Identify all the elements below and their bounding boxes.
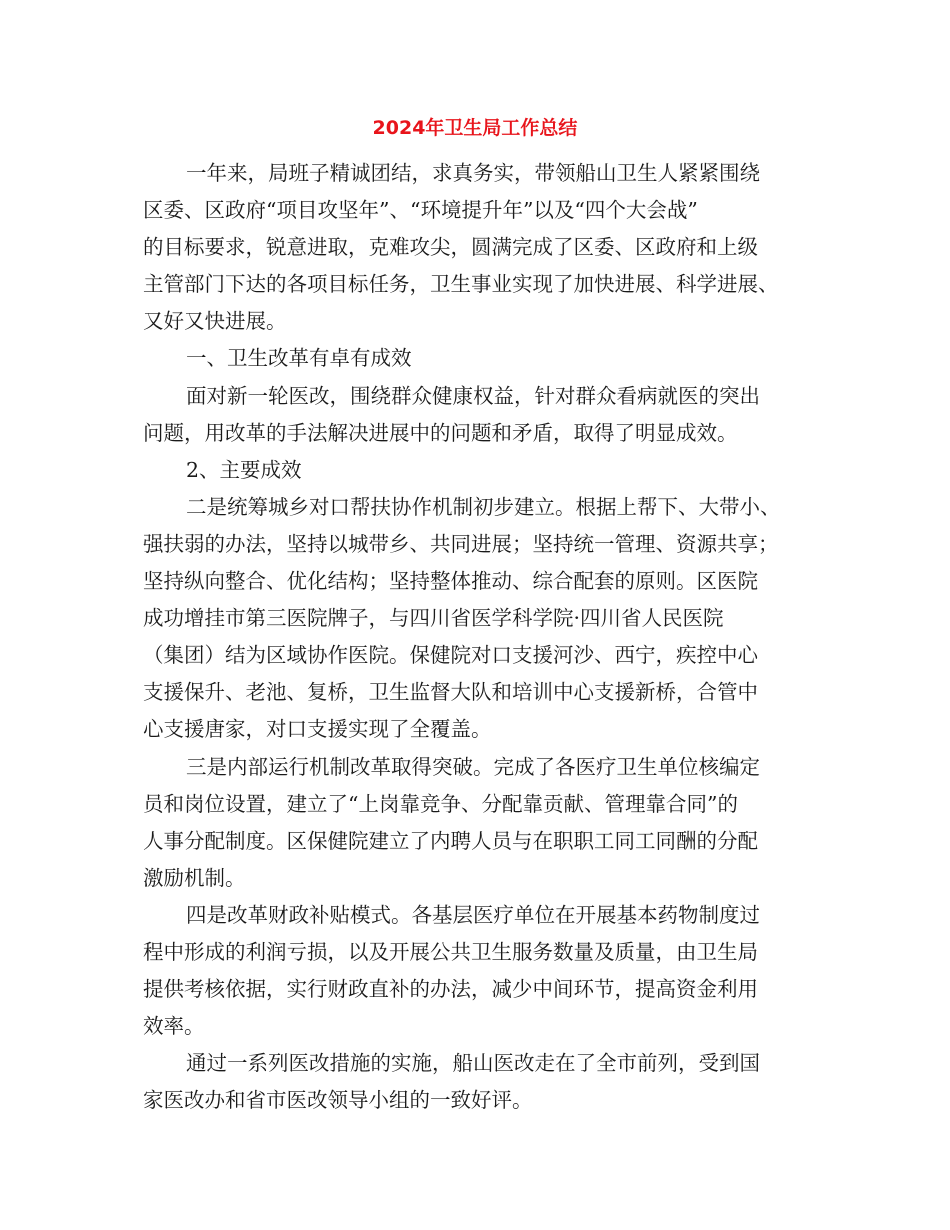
paragraph-line: 面对新一轮医改，围绕群众健康权益，针对群众看病就医的突出 xyxy=(186,384,760,408)
paragraph-line: 家医改办和省市医改领导小组的一致好评。 xyxy=(143,1088,533,1112)
paragraph-line: 心支援唐家，对口支援实现了全覆盖。 xyxy=(143,717,492,741)
paragraph-line: 一年来，局班子精诚团结，求真务实，带领船山卫生人紧紧围绕 xyxy=(186,161,760,185)
paragraph-line: 激励机制。 xyxy=(143,866,246,890)
paragraph-line: 强扶弱的办法，坚持以城带乡、共同进展；坚持统一管理、资源共享； xyxy=(143,532,779,556)
paragraph-line: 员和岗位设置，建立了“上岗靠竞争、分配靠贡献、管理靠合同”的 xyxy=(143,792,738,816)
paragraph-line: 提供考核依据，实行财政直补的办法，减少中间环节，提高资金利用 xyxy=(143,977,758,1001)
paragraph-line: 支援保升、老池、复桥，卫生监督大队和培训中心支援新桥，合管中 xyxy=(143,680,758,704)
paragraph-line: 效率。 xyxy=(143,1014,205,1038)
paragraph-line: 主管部门下达的各项目标任务，卫生事业实现了加快进展、科学进展、 xyxy=(143,272,779,296)
paragraph-line: 坚持纵向整合、优化结构；坚持整体推动、综合配套的原则。区医院 xyxy=(143,569,758,593)
paragraph-line: 又好又快进展。 xyxy=(143,309,287,333)
subsection-heading: 2、主要成效 xyxy=(186,458,302,482)
paragraph-line: 人事分配制度。区保健院建立了内聘人员与在职职工同工同酬的分配 xyxy=(143,829,758,853)
paragraph-line: 通过一系列医改措施的实施，船山医改走在了全市前列，受到国 xyxy=(186,1051,760,1075)
paragraph-line: 区委、区政府“项目攻坚年”、“环境提升年”以及“四个大会战” xyxy=(143,198,698,222)
paragraph-line: 成功增挂市第三医院牌子，与四川省医学科学院·四川省人民医院 xyxy=(143,606,724,630)
paragraph-line: 问题，用改革的手法解决进展中的问题和矛盾，取得了明显成效。 xyxy=(143,421,738,445)
paragraph-line: （集团）结为区域协作医院。保健院对口支援河沙、西宁，疾控中心 xyxy=(143,643,758,667)
paragraph-line: 的目标要求，锐意进取，克难攻尖，圆满完成了区委、区政府和上级 xyxy=(143,235,758,259)
paragraph-line: 三是内部运行机制改革取得突破。完成了各医疗卫生单位核编定 xyxy=(186,755,760,779)
section-heading: 一、卫生改革有卓有成效 xyxy=(186,346,412,370)
document-title: 2024年卫生局工作总结 xyxy=(372,117,578,139)
paragraph-line: 二是统筹城乡对口帮扶协作机制初步建立。根据上帮下、大带小、 xyxy=(186,495,781,519)
paragraph-line: 程中形成的利润亏损，以及开展公共卫生服务数量及质量，由卫生局 xyxy=(143,940,758,964)
paragraph-line: 四是改革财政补贴模式。各基层医疗单位在开展基本药物制度过 xyxy=(186,903,760,927)
